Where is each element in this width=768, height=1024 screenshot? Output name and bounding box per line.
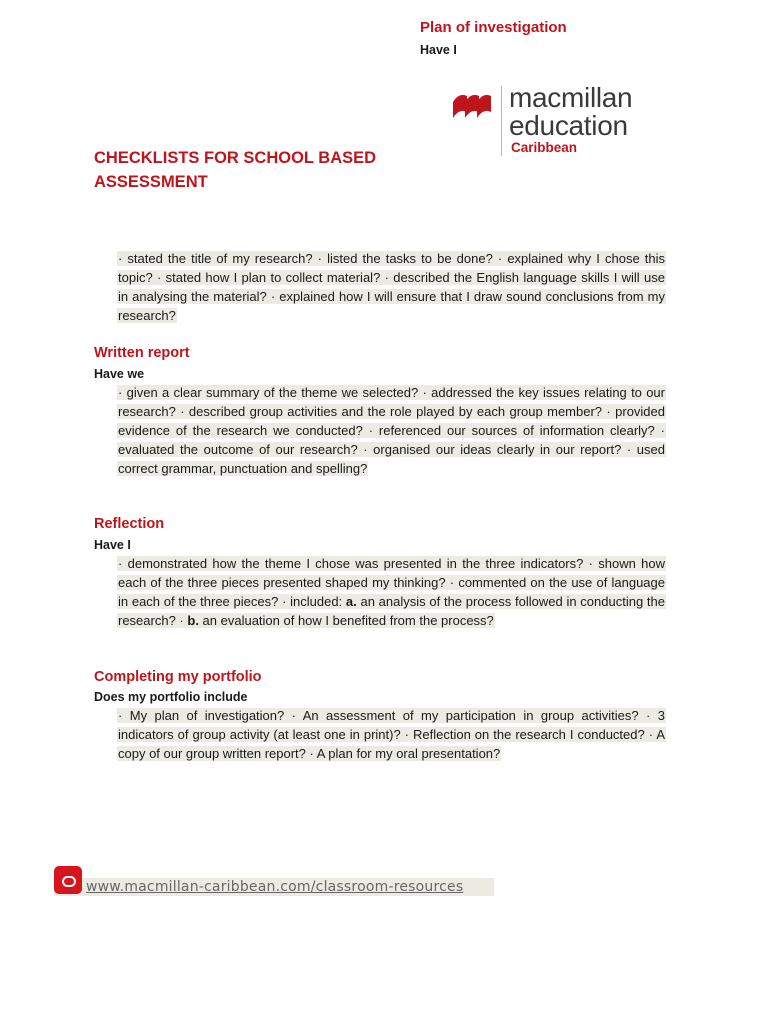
reflection-text-3: an evaluation of how I benefited from the process? [198, 612, 494, 628]
reflection-bold-a: a. [345, 593, 357, 609]
logo-divider [501, 86, 502, 156]
reflection-bold-b: b. [187, 612, 199, 628]
plan-subtitle: Have I [420, 43, 457, 57]
portfolio-checklist [117, 707, 666, 764]
reflection-text-1: · demonstrated how the theme I chose was presented in the three indicators? · shown how each of the three pieces presented shaped my thinking? · commented on the use of language in each of the three pieces? · included: [118, 556, 665, 609]
plan-checklist-text: · stated the title of my research? · listed the tasks to be done? · explained why I chose this topic? · stated how I plan to collect material? · described the English language skills I will use in analysing the material? · explained how I will ensure that I draw sound conclusions from my research? [118, 251, 665, 323]
reflection-heading: Reflection [94, 516, 165, 532]
written-report-text: · given a clear summary of the theme we selected? · addressed the key issues relating to our research? · described group activities and the role played by each group member? · provided evidence of the research we conducted? · referenced our sources of information clearly? · evaluated the outcome of our research? · organised our ideas clearly in our report? · used correct grammar, punctuation and spelling? [118, 385, 665, 476]
macmillan-logo [447, 80, 669, 166]
plan-title: Plan of investigation [420, 19, 567, 36]
footer-link[interactable]: www.macmillan-caribbean.com/classroom-resources [86, 879, 464, 895]
plan-checklist [117, 250, 666, 326]
logo-word-education: education [509, 110, 628, 141]
logo-word-caribbean: Caribbean [511, 140, 578, 155]
written-report-heading: Written report [94, 345, 190, 361]
written-report-subheading: Have we [94, 367, 145, 381]
reflection-subheading: Have I [94, 538, 131, 552]
portfolio-text: · My plan of investigation? · An assessment of my participation in group activities? · 3 indicators of group activity (at least one in print)? · Reflection on the research I conducted? · A copy of our group written report? · A plan for my oral presentation? [118, 708, 665, 761]
reflection-text-2: an analysis of the process followed in conducting the research? · [118, 593, 665, 628]
logo-word-macmillan: macmillan [509, 82, 633, 113]
written-report-checklist [117, 384, 666, 479]
page-title: CHECKLISTS FOR SCHOOL BASED ASSESSMENT [94, 149, 377, 191]
portfolio-subheading: Does my portfolio include [94, 690, 248, 704]
portfolio-heading: Completing my portfolio [94, 669, 262, 685]
macmillan-footer-icon [54, 866, 82, 894]
macmillan-m-icon [451, 88, 495, 122]
reflection-checklist [117, 555, 666, 631]
